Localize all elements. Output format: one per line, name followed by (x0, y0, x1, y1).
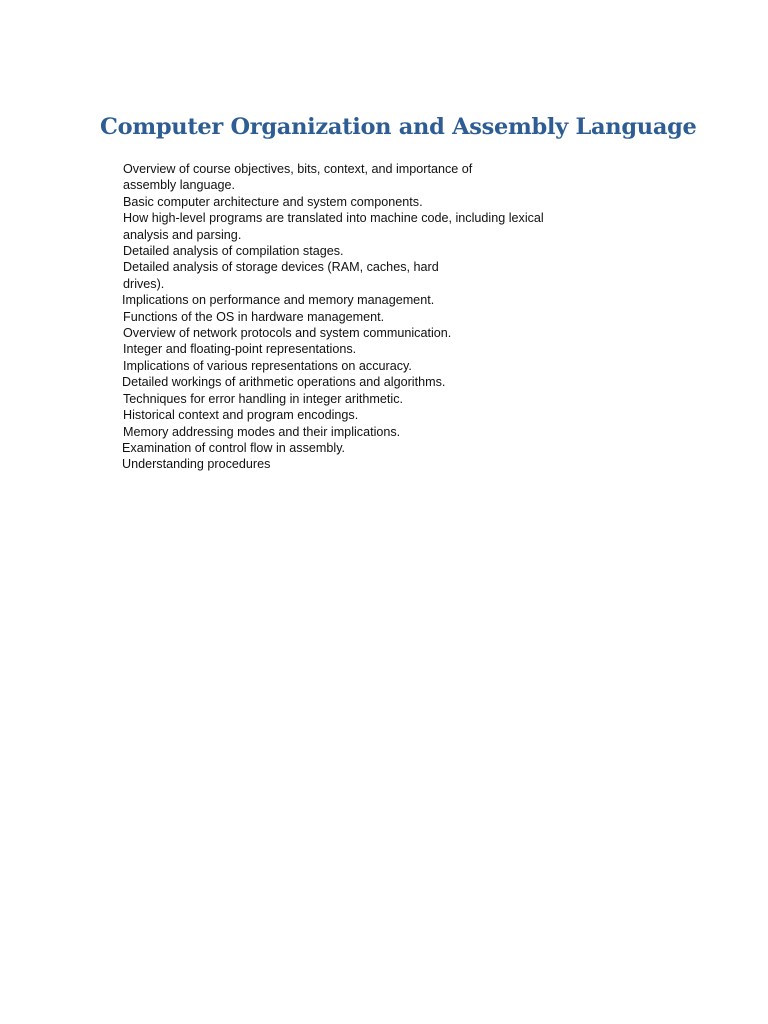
list-item: Integer and floating-point representations. (123, 342, 357, 357)
list-item: Memory addressing modes and their implications. (123, 424, 401, 439)
topic-list (123, 161, 583, 473)
list-item: Overview of course objectives, bits, context, and importance of assembly language. (123, 162, 473, 193)
list-item: Examination of control flow in assembly. (122, 440, 346, 455)
list-item: Detailed analysis of compilation stages. (123, 244, 344, 259)
list-item: Basic computer architecture and system components. (123, 194, 423, 209)
list-item: Overview of network protocols and system communication. (123, 326, 452, 341)
list-item: Detailed workings of arithmetic operations and algorithms. (122, 375, 446, 390)
page-title: Computer Organization and Assembly Language (100, 114, 697, 140)
list-item: Techniques for error handling in integer arithmetic. (123, 391, 404, 406)
list-item: Historical context and program encodings. (123, 408, 359, 423)
list-item: Functions of the OS in hardware management. (123, 309, 385, 324)
list-item: Detailed analysis of storage devices (RAM, caches, hard drives). (123, 260, 439, 291)
list-item: Understanding procedures (122, 457, 271, 472)
list-item: Implications on performance and memory management. (122, 293, 435, 308)
list-item: Implications of various representations on accuracy. (123, 358, 412, 373)
list-item: How high-level programs are translated into machine code, including lexical analysis and parsing. (123, 211, 544, 242)
